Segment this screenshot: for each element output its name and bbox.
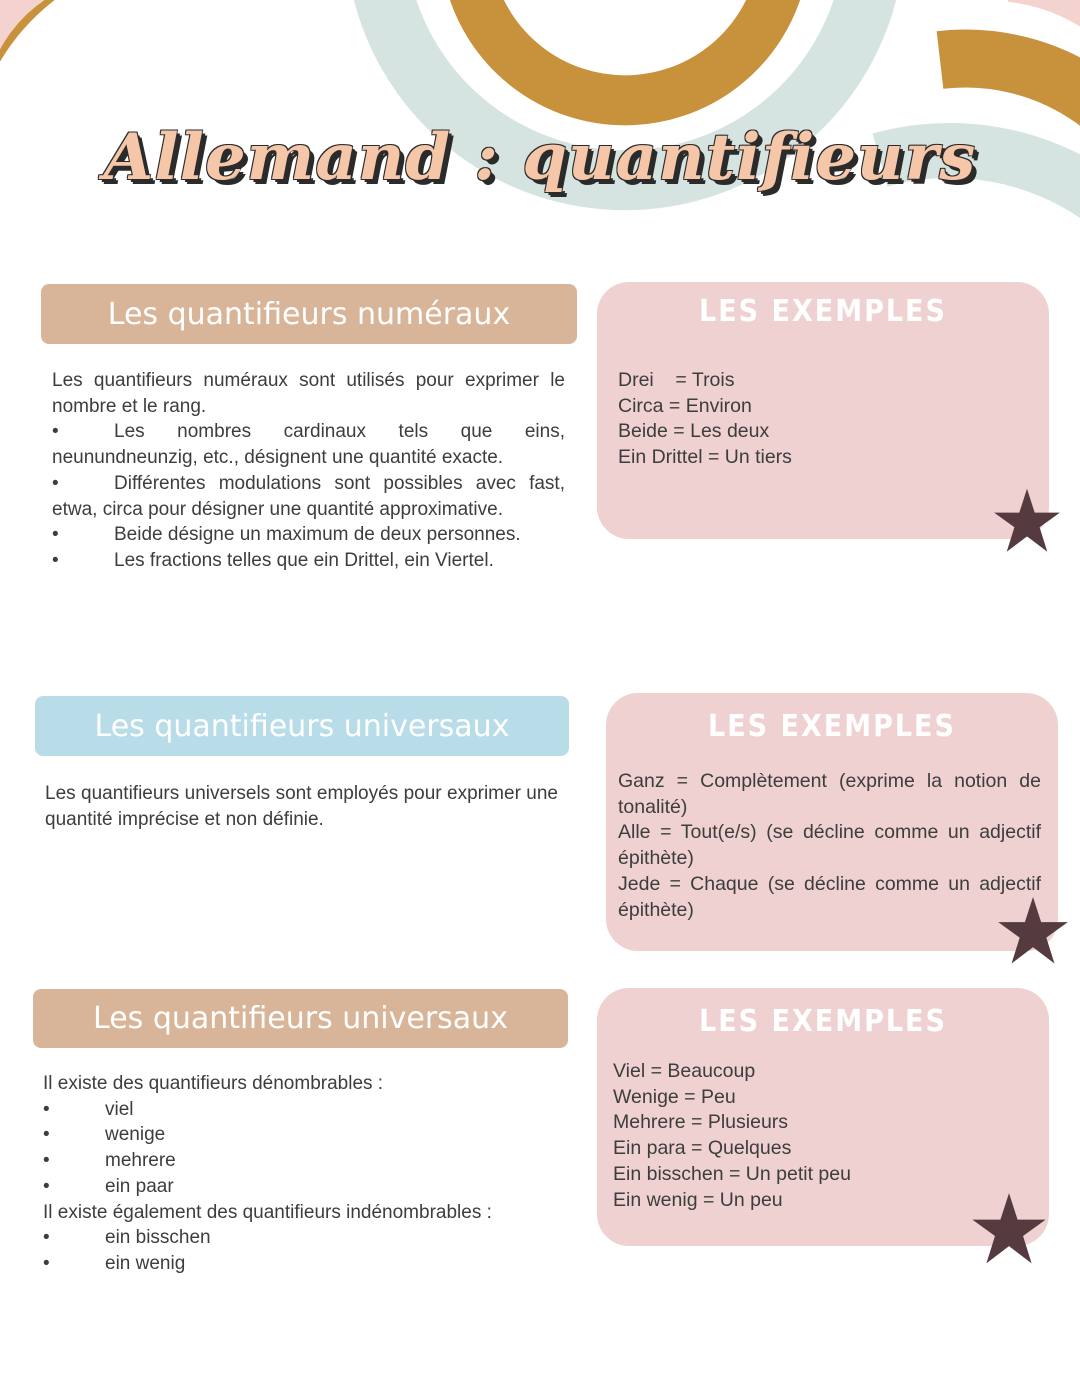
section-header-universaux: [35, 696, 569, 756]
star-icon: [970, 1190, 1048, 1268]
section-body-denombrables: [43, 1071, 573, 1277]
examples-title: LES EXEMPLES: [708, 709, 956, 744]
examples-title: LES EXEMPLES: [699, 294, 947, 329]
list-item: • ein wenig: [43, 1252, 186, 1274]
example-item: Ein bisschen = Un petit peu: [613, 1162, 851, 1185]
list-item: • ein paar: [43, 1175, 174, 1197]
list-item: • Les nombres cardinaux tels que eins, neunundneunzig, etc., désignent une quantité exacte.: [52, 421, 565, 469]
section-header-numeraux: [41, 284, 577, 344]
examples-card-2: [606, 693, 1058, 951]
section-intro: Les quantifieurs numéraux sont utilisés pour exprimer le nombre et le rang.: [52, 370, 565, 417]
example-item: Alle = Tout(e/s) (se décline comme un adjectif épithète): [618, 821, 1041, 870]
section-body-numeraux: [52, 368, 565, 574]
example-item: Ein wenig = Un peu: [613, 1188, 783, 1211]
examples-list: [618, 368, 1033, 471]
section-line: Il existe également des quantifieurs indénombrables :: [43, 1201, 492, 1223]
star-icon: [996, 894, 1070, 968]
examples-title: LES EXEMPLES: [699, 1004, 947, 1039]
list-item: • Les fractions telles que ein Drittel, ein Viertel.: [52, 549, 494, 571]
examples-list: [618, 769, 1041, 923]
example-item: Wenige = Peu: [613, 1085, 736, 1108]
list-item: • Différentes modulations sont possibles avec fast, etwa, circa pour désigner une quantité approximative.: [52, 472, 565, 520]
section-intro: Les quantifieurs universels sont employés pour exprimer une quantité imprécise et non définie.: [45, 783, 558, 830]
example-item: Ein para = Quelques: [613, 1137, 792, 1160]
example-item: Mehrere = Plusieurs: [613, 1111, 789, 1134]
page-title: Allemand : quantifieurs: [103, 120, 977, 195]
examples-card-1: [597, 282, 1049, 539]
list-item: • ein bisschen: [43, 1227, 211, 1249]
list-item: • Beide désigne un maximum de deux personnes.: [52, 524, 521, 546]
example-item: Beide = Les deux: [618, 420, 770, 443]
example-item: Ein Drittel = Un tiers: [618, 446, 792, 469]
section-line: Il existe des quantifieurs dénombrables :: [43, 1073, 384, 1094]
section-header-universaux-2: [33, 989, 568, 1048]
section-header-label: Les quantifieurs numéraux: [107, 296, 511, 332]
list-item: • mehrere: [43, 1150, 176, 1172]
section-header-label: Les quantifieurs universaux: [94, 708, 510, 744]
section-body-universaux: [45, 781, 558, 832]
example-item: Jede = Chaque (se décline comme un adjectif épithète): [618, 872, 1041, 921]
example-item: Viel = Beaucoup: [613, 1060, 756, 1082]
list-item: • wenige: [43, 1124, 166, 1146]
example-item: Circa = Environ: [618, 394, 752, 417]
star-icon: [992, 486, 1062, 556]
example-item: Ganz = Complètement (exprime la notion de tonalité): [618, 770, 1041, 818]
example-item: Drei = Trois: [618, 369, 735, 391]
section-header-label: Les quantifieurs universaux: [93, 1001, 508, 1036]
list-item: • viel: [43, 1098, 134, 1120]
